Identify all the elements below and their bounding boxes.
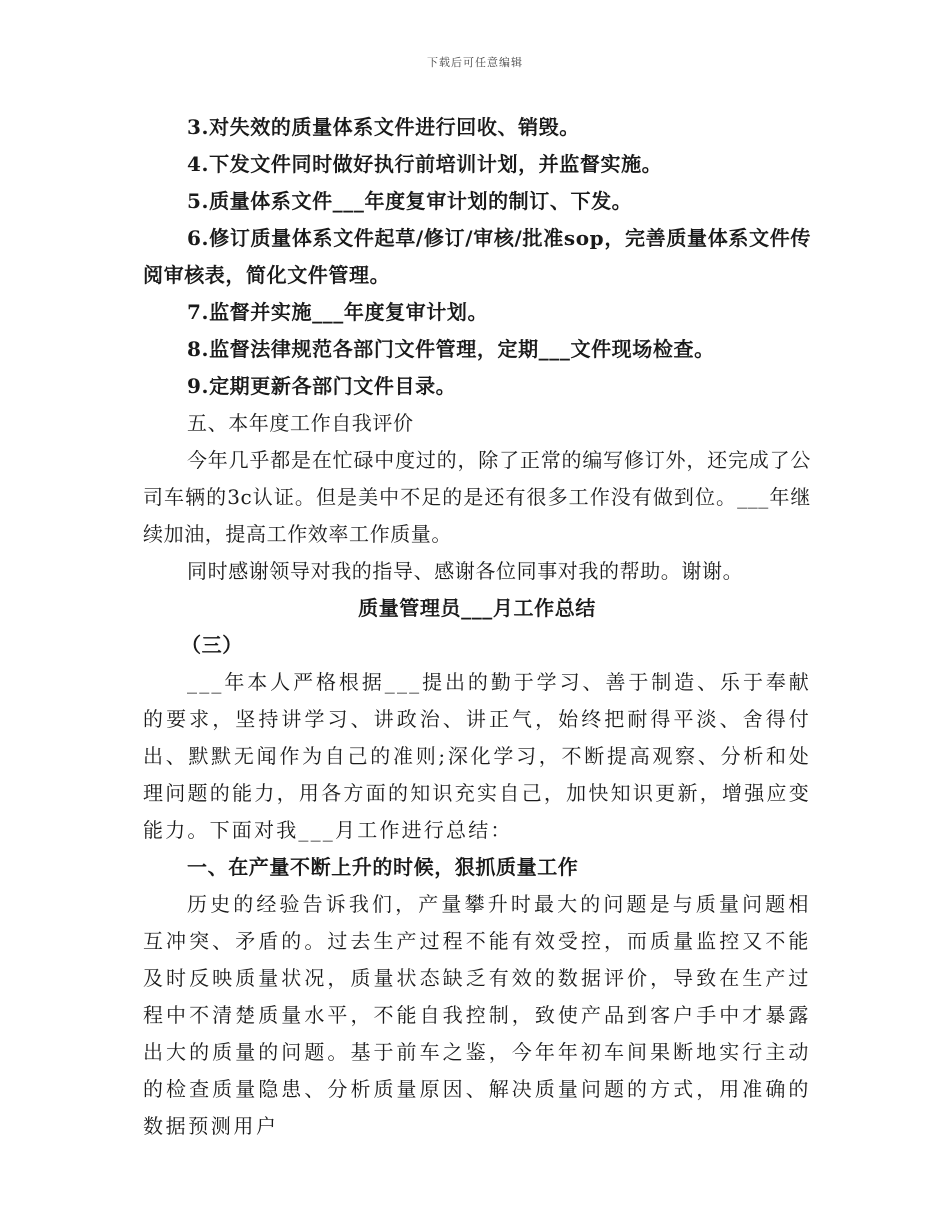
list-item-4: 4.下发文件同时做好执行前培训计划，并监督实施。 xyxy=(187,152,663,176)
list-item-7: 7.监督并实施___年度复审计划。 xyxy=(187,300,489,324)
list-item-3: 3.对失效的质量体系文件进行回收、销毁。 xyxy=(187,115,580,139)
list-item-8: 8.监督法律规范各部门文件管理，定期___文件现场检查。 xyxy=(187,337,715,361)
section-1-heading: 一、在产量不断上升的时候，狠抓质量工作 xyxy=(187,855,579,879)
section-1-paragraph: 历史的经验告诉我们，产量攀升时最大的问题是与质量问题相互冲突、矛盾的。过去生产过程不能有效受控，而质量监控又不能及时反映质量状况，质量状态缺乏有效的数据评价，导致在生产过程中不清楚质量水平，不能自我控制，致使产品到客户手中才暴露出大的质量的问题。基于前车之鉴，今年年初车间果断地实行主动的检查质量隐患、分析质量原因、解决质量问题的方式，用准确的数据预测用户 xyxy=(143,892,811,1138)
list-item-5: 5.质量体系文件___年度复审计划的制订、下发。 xyxy=(187,189,633,213)
list-item-6: 6.修订质量体系文件起草/修订/审核/批准sop，完善质量体系文件传阅审核表，简化文件管理。 xyxy=(143,226,811,287)
intro-paragraph: ___年本人严格根据___提出的勤于学习、善于制造、乐于奉献的要求，坚持讲学习、讲政治、讲正气，始终把耐得平淡、舍得付出、默默无闻作为自己的准则;深化学习，不断提高观察、分析和处理问题的能力，用各方面的知识充实自己，加快知识更新，增强应变能力。下面对我___月工作进行总结： xyxy=(143,670,811,842)
section-5-paragraph-1: 今年几乎都是在忙碌中度过的，除了正常的编写修订外，还完成了公司车辆的3c认证。但是美中不足的是还有很多工作没有做到位。___年继续加油，提高工作效率工作质量。 xyxy=(143,448,811,546)
document-title: 质量管理员___月工作总结 xyxy=(358,596,596,620)
document-body xyxy=(143,109,811,1145)
section-5-heading: 五、本年度工作自我评价 xyxy=(187,411,414,435)
list-item-9: 9.定期更新各部门文件目录。 xyxy=(187,374,457,398)
part-label: （三） xyxy=(181,633,243,657)
page-header-watermark: 下载后可任意编辑 xyxy=(427,56,523,69)
section-5-paragraph-2: 同时感谢领导对我的指导、感谢各位同事对我的帮助。谢谢。 xyxy=(187,559,744,583)
